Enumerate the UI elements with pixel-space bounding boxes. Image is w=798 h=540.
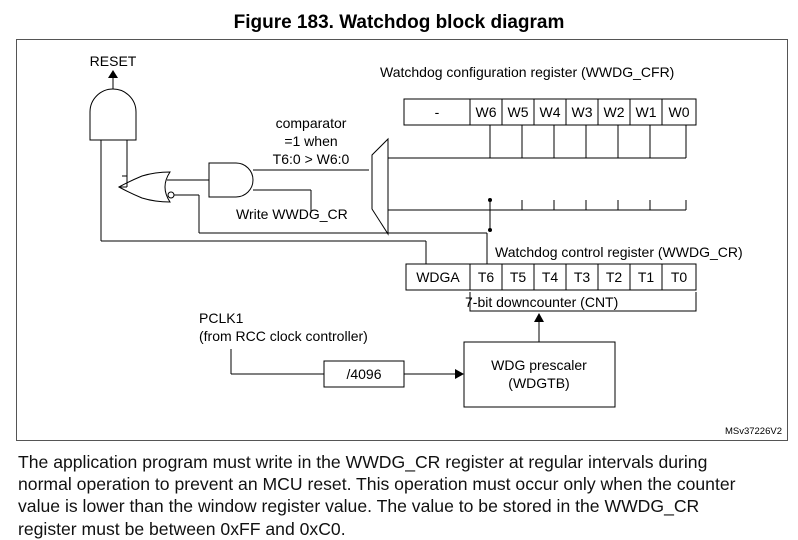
cfr-cell-text: W1 [635, 104, 657, 120]
prescaler-label-line1: WDG prescaler [491, 357, 587, 373]
figure-title: Figure 183. Watchdog block diagram [233, 12, 565, 33]
bus-junction-dot [488, 198, 492, 202]
comparator-label-line3: T6:0 > W6:0 [272, 151, 350, 167]
figure-tag: MSv37226V2 [724, 426, 782, 437]
cfr-cell-text: - [434, 104, 440, 120]
cfr-cell-text: W2 [603, 104, 625, 120]
cfr-cell-text: W6 [475, 104, 497, 120]
cr-cell-text: T4 [541, 269, 559, 285]
paragraph-line: The application program must write in the WWDG_CR register at regular intervals during [18, 452, 708, 472]
cfr-cell-text: W0 [668, 104, 690, 120]
or-inverter-bubble [168, 192, 174, 198]
comparator-block [372, 139, 388, 234]
cfr-register [404, 99, 696, 125]
comparator-label-line2: =1 when [284, 133, 338, 149]
prescaler-label-line2: (WDGTB) [508, 375, 570, 391]
cfr-cell-text: W4 [539, 104, 561, 120]
cr-cell-text: T5 [509, 269, 527, 285]
reset-label: RESET [89, 53, 137, 69]
cr-bus [388, 200, 686, 210]
divider-arrowhead [455, 369, 464, 379]
paragraph-line: value is lower than the window register value. The value to be stored in the WWDG_CR [18, 496, 700, 517]
write-cr-label: Write WWDG_CR [236, 206, 348, 222]
paragraph-line: register must be between 0xFF and 0xC0. [18, 518, 346, 539]
prescaler-arrowhead [534, 313, 544, 322]
cfr-bus [388, 125, 686, 158]
divider-label: /4096 [346, 366, 382, 382]
cfr-cell-text: W3 [571, 104, 593, 120]
reset-arrowhead [108, 70, 118, 78]
cr-register [406, 264, 696, 290]
cr-cell-text: T6 [477, 269, 495, 285]
cr-cell-text: T0 [670, 269, 688, 285]
t6-junction-dot [488, 228, 492, 232]
comparator-label-line1: comparator [275, 115, 347, 131]
cfr-title: Watchdog configuration register (WWDG_CFR) [380, 64, 675, 80]
cr-cell-text: T3 [573, 269, 591, 285]
cfr-cell-text: W5 [507, 104, 529, 120]
body-paragraph [18, 451, 788, 540]
reset-and-gate [90, 89, 136, 140]
comparator-and-gate [209, 163, 253, 197]
pclk-label-line2: (from RCC clock controller) [199, 328, 368, 344]
cr-cell-text: WDGA [416, 269, 460, 285]
cr-cell-text: T1 [637, 269, 655, 285]
paragraph-line: normal operation to prevent an MCU reset. This operation must occur only when the counter [18, 474, 736, 495]
cr-title: Watchdog control register (WWDG_CR) [495, 244, 743, 260]
downcounter-label: 7-bit downcounter (CNT) [465, 294, 619, 310]
pclk-label-line1: PCLK1 [199, 310, 244, 326]
cr-cell-text: T2 [605, 269, 623, 285]
